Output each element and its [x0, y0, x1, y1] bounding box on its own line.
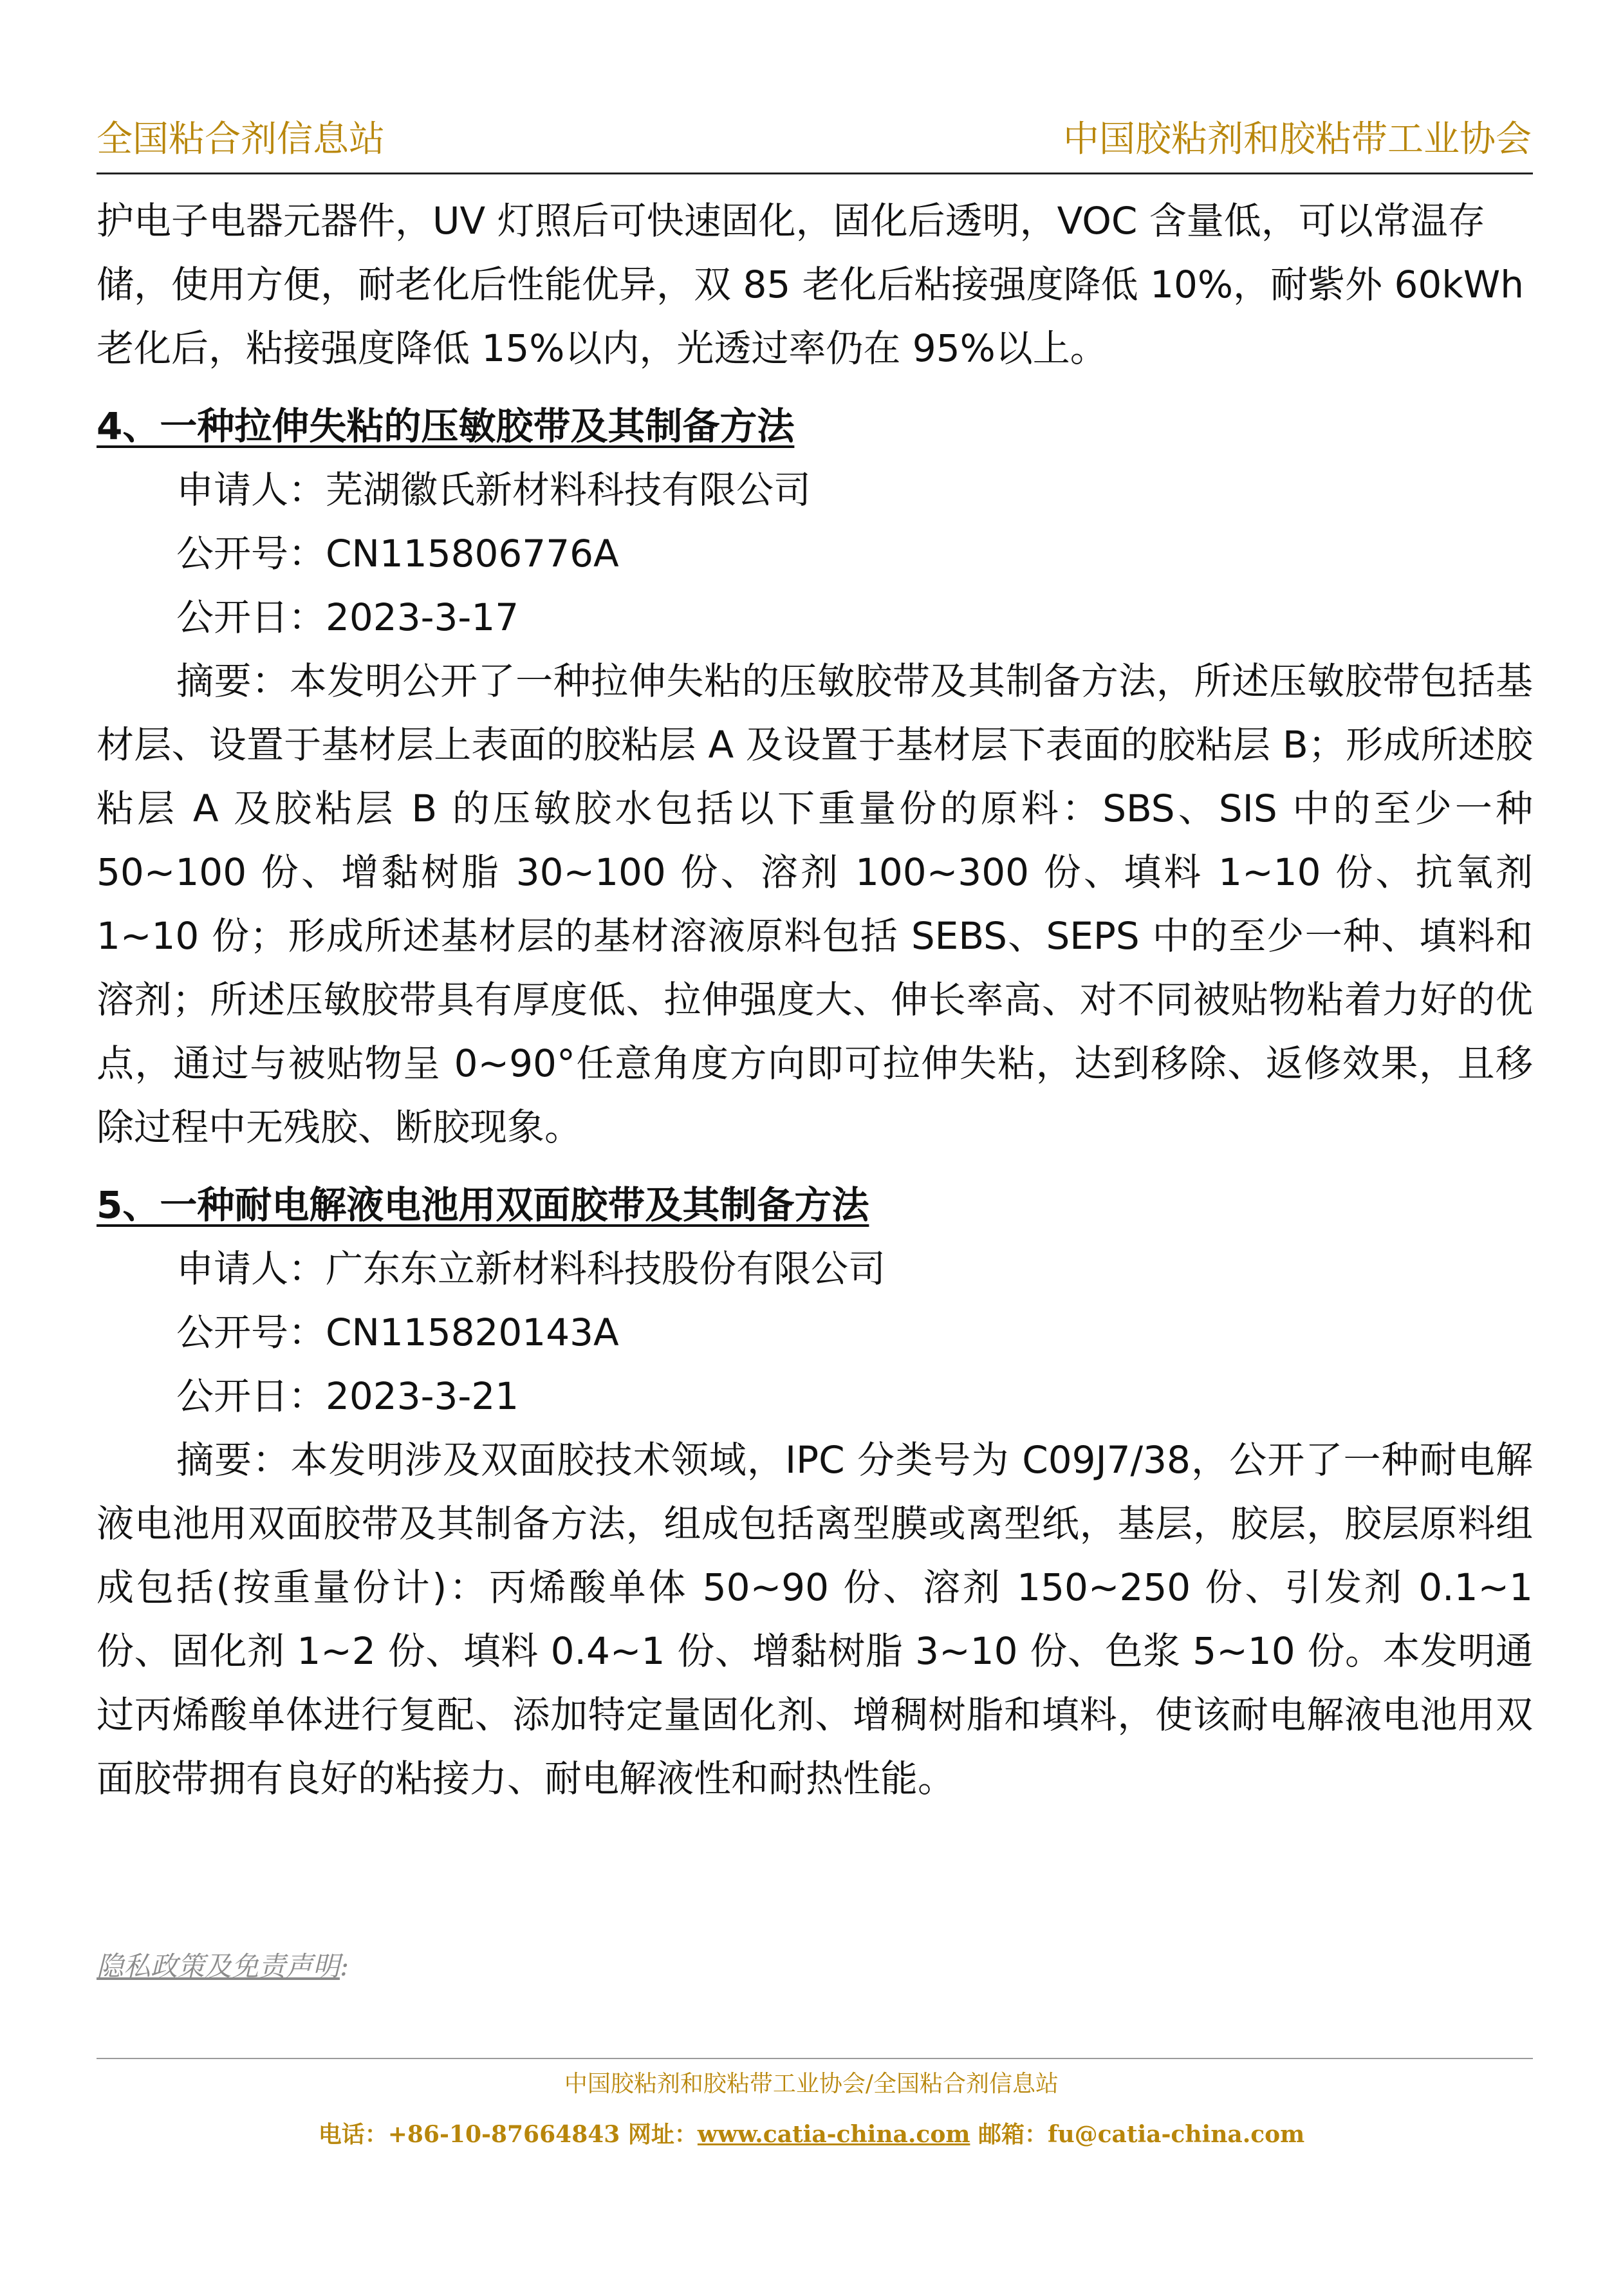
- abstract: 摘要：本发明公开了一种拉伸失粘的压敏胶带及其制备方法，所述压敏胶带包括基材层、设置于基材层上表面的胶粘层 A 及设置于基材层下表面的胶粘层 B；形成所述胶粘层 A 及胶粘层 B 的压敏胶水包括以下重量份的原料：SBS、SIS 中的至少一种 50~100 份、增黏树脂 30~100 份、溶剂 100~300 份、填料 1~10 份、抗氧剂 1~10 份；形成所述基材层的基材溶液原料包括 SEBS、SEPS 中的至少一种、填料和溶剂；所述压敏胶带具有厚度低、拉伸强度大、伸长率高、对不同被贴物粘着力好的优点，通过与被贴物呈 0~90°任意角度方向即可拉伸失粘，达到移除、返修效果，且移除过程中无残胶、断胶现象。: [97, 659, 1533, 1149]
- contact-email: 邮箱：fu@catia-china.com: [970, 2121, 1305, 2148]
- header-site-name: 全国粘合剂信息站: [97, 118, 385, 160]
- publication-number: 公开号：CN115820143A: [176, 1311, 619, 1354]
- footer-contact: [0, 2115, 1623, 2154]
- publication-date: 公开日：2023-3-21: [176, 1374, 519, 1418]
- applicant: 申请人：广东东立新材料科技股份有限公司: [176, 1247, 886, 1291]
- page-header: [97, 111, 1532, 169]
- header-divider: [97, 173, 1533, 174]
- document-body: [97, 189, 1533, 1811]
- contact-phone: 电话：+86-10-87664843 网址：: [318, 2121, 698, 2148]
- footer-org: 中国胶粘剂和胶粘带工业协会/全国粘合剂信息站: [564, 2071, 1059, 2097]
- publication-date: 公开日：2023-3-17: [176, 595, 519, 639]
- section-title: 5、一种耐电解液电池用双面胶带及其制备方法: [97, 1183, 869, 1227]
- patent-section-4: [97, 395, 1533, 1159]
- patent-section-5: [97, 1173, 1533, 1811]
- publication-number: 公开号：CN115806776A: [176, 532, 619, 575]
- disclaimer: [97, 1945, 349, 1984]
- applicant: 申请人：芜湖徽氏新材料科技有限公司: [176, 468, 812, 512]
- footer-divider: [97, 2058, 1533, 2059]
- header-association-name: 中国胶粘剂和胶粘带工业协会: [1063, 118, 1532, 160]
- disclaimer-link[interactable]: 隐私政策及免责声明: [97, 1950, 340, 1982]
- section-title: 4、一种拉伸失粘的压敏胶带及其制备方法: [97, 404, 795, 448]
- disclaimer-colon: :: [340, 1950, 349, 1982]
- intro-line: 护电子电器元器件，UV 灯照后可快速固化，固化后透明，VOC 含量低，可以常温存: [97, 199, 1485, 243]
- website-link[interactable]: www.catia-china.com: [697, 2121, 970, 2148]
- intro-line: 储，使用方便，耐老化后性能优异，双 85 老化后粘接强度降低 10%，耐紫外 60kWh: [97, 263, 1524, 306]
- intro-line: 老化后，粘接强度降低 15%以内，光透过率仍在 95%以上。: [97, 326, 1108, 370]
- abstract: 摘要：本发明涉及双面胶技术领域，IPC 分类号为 C09J7/38，公开了一种耐电解液电池用双面胶带及其制备方法，组成包括离型膜或离型纸，基层，胶层，胶层原料组成包括(按重量份计)：丙烯酸单体 50~90 份、溶剂 150~250 份、引发剂 0.1~1 份、固化剂 1~2 份、填料 0.4~1 份、增黏树脂 3~10 份、色浆 5~10 份。本发明通过丙烯酸单体进行复配、添加特定量固化剂、增稠树脂和填料，使该耐电解液电池用双面胶带拥有良好的粘接力、耐电解液性和耐热性能。: [97, 1438, 1533, 1800]
